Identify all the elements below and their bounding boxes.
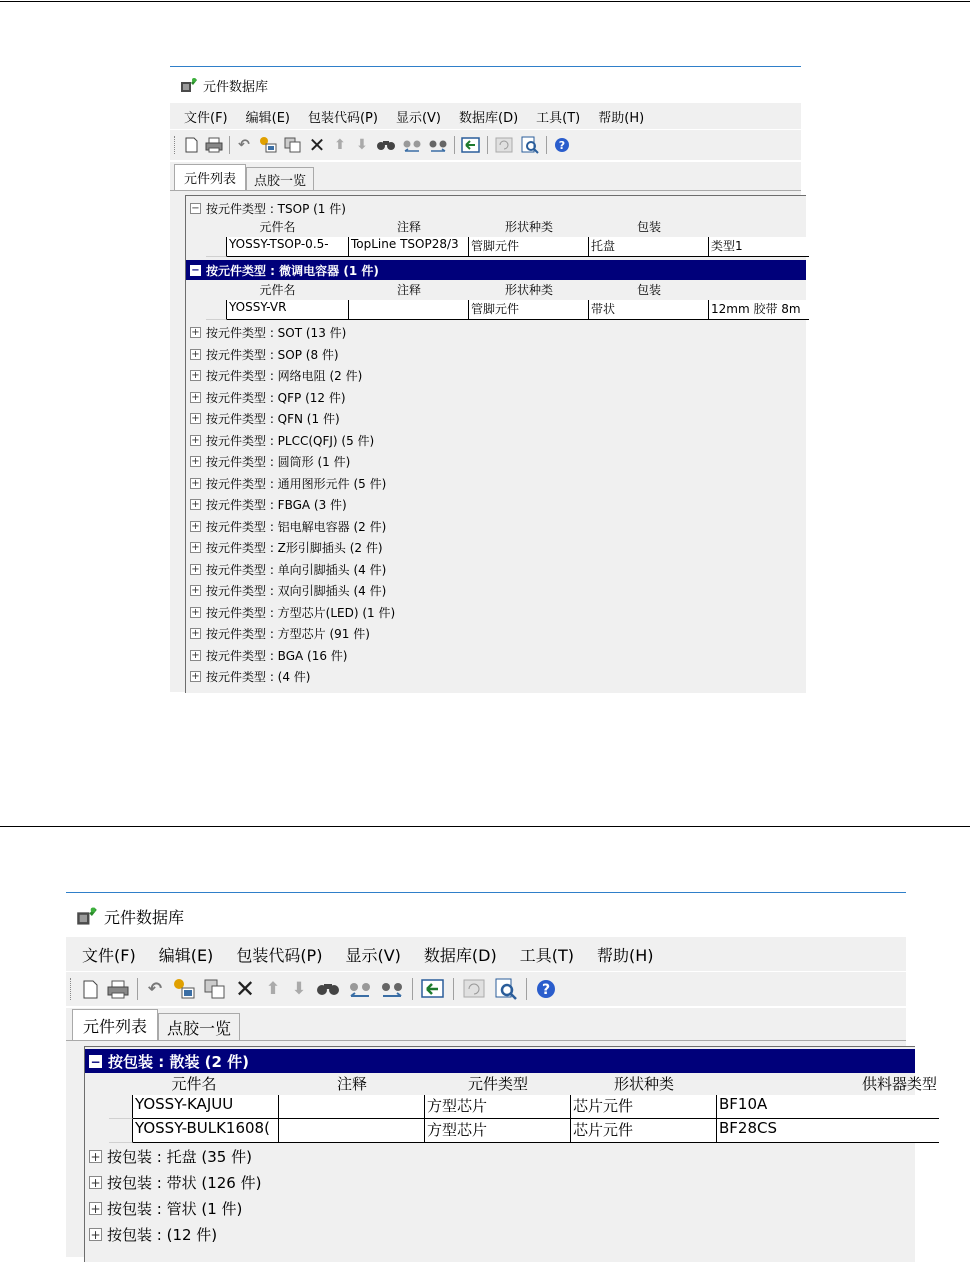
toolbar-separator xyxy=(454,136,455,154)
cell-extra[interactable]: 12mm 胶带 8m xyxy=(709,300,809,320)
column-header-row xyxy=(109,1073,977,1095)
group-row[interactable] xyxy=(186,494,806,516)
group-label: 按元件类型 : TSOP (1 件) xyxy=(206,201,346,216)
row-selector[interactable] xyxy=(206,300,227,320)
cell-part-name[interactable]: YOSSY-KAJUU xyxy=(133,1095,279,1119)
cell-package[interactable]: 带状 xyxy=(589,300,709,320)
group-row[interactable] xyxy=(186,516,806,538)
window-title: 元件数据库 xyxy=(104,907,185,927)
column-header-part-name[interactable]: 元件名 xyxy=(259,283,296,297)
expand-icon[interactable]: + xyxy=(90,1149,101,1164)
cell-comment[interactable]: TopLine TSOP28/3 xyxy=(349,237,469,257)
toolbar-separator xyxy=(487,136,488,154)
table-row[interactable] xyxy=(206,300,826,320)
toolbar-grip[interactable] xyxy=(70,978,73,1000)
preview-icon[interactable] xyxy=(520,136,540,154)
collapse-icon[interactable]: − xyxy=(90,1054,101,1069)
expand-icon[interactable]: + xyxy=(191,542,200,554)
column-header-comment[interactable]: 注释 xyxy=(396,283,421,297)
preview-icon[interactable] xyxy=(494,978,518,1000)
toolbar-separator xyxy=(229,136,230,154)
expand-icon[interactable]: + xyxy=(90,1227,101,1242)
title-bar xyxy=(170,70,801,100)
expand-icon[interactable]: + xyxy=(191,585,200,597)
column-header-part-name[interactable]: 元件名 xyxy=(171,1075,217,1093)
column-header-comment[interactable]: 注释 xyxy=(396,220,421,234)
column-header-extra[interactable] xyxy=(709,281,809,300)
group-row[interactable] xyxy=(186,365,806,387)
menu-view[interactable]: 显示(V) xyxy=(345,945,401,965)
column-header-row xyxy=(206,218,809,237)
expand-icon[interactable]: + xyxy=(191,434,200,446)
menu-help[interactable]: 帮助(H) xyxy=(598,110,645,126)
cell-shape-type[interactable]: 管脚元件 xyxy=(469,300,589,320)
find-prev-icon[interactable] xyxy=(348,978,372,1000)
up-arrow-icon[interactable]: ⬆ xyxy=(265,979,281,999)
group-row[interactable] xyxy=(85,1195,915,1221)
menu-package-code[interactable]: 包装代码(P) xyxy=(236,945,323,965)
group-label: 按包装 : 托盘 (35 件) xyxy=(107,1147,252,1166)
expand-icon[interactable]: + xyxy=(191,606,200,618)
group-label: 按元件类型 : 双向引脚插头 (4 件) xyxy=(206,584,387,599)
column-header-comment[interactable]: 注释 xyxy=(336,1075,367,1093)
row-selector[interactable] xyxy=(109,1095,133,1119)
find-next-icon[interactable] xyxy=(380,978,404,1000)
cell-part-type[interactable]: 方型芯片 xyxy=(425,1119,571,1143)
cell-extra[interactable]: 类型1 xyxy=(709,237,809,257)
column-header-shape-type[interactable]: 形状种类 xyxy=(504,220,553,234)
group-row[interactable] xyxy=(186,537,806,559)
group-row-tsop[interactable] xyxy=(186,198,806,218)
column-header-part-name[interactable]: 元件名 xyxy=(259,220,296,234)
row-selector[interactable] xyxy=(109,1119,133,1143)
expand-icon[interactable]: + xyxy=(191,370,200,382)
print-icon[interactable] xyxy=(205,136,223,154)
expand-icon[interactable]: + xyxy=(191,456,200,468)
parts-database-window-1 xyxy=(170,66,801,691)
expand-icon[interactable]: + xyxy=(191,628,200,640)
menu-file[interactable]: 文件(F) xyxy=(184,110,228,126)
menu-tools[interactable]: 工具(T) xyxy=(519,945,574,965)
svg-text:?: ? xyxy=(558,139,566,152)
app-icon xyxy=(76,906,98,926)
group-label: 按元件类型 : QFN (1 件) xyxy=(206,412,340,427)
middle-separator-line xyxy=(0,826,970,827)
group-row[interactable] xyxy=(186,451,806,473)
column-header-shape-type[interactable]: 形状种类 xyxy=(504,283,553,297)
group-label: 按元件类型 : SOP (8 件) xyxy=(206,347,339,362)
collapse-icon[interactable]: − xyxy=(191,202,200,214)
tab-parts-list[interactable]: 元件列表 xyxy=(72,1009,158,1040)
menu-package-code[interactable]: 包装代码(P) xyxy=(307,110,378,126)
group-row-trimmer-capacitor[interactable] xyxy=(186,260,806,280)
find-icon[interactable] xyxy=(376,136,396,154)
group-label: 按包装 : 带状 (126 件) xyxy=(107,1173,262,1192)
expand-icon[interactable]: + xyxy=(191,413,200,425)
down-arrow-icon[interactable]: ⬇ xyxy=(356,137,368,153)
group-row-bulk[interactable] xyxy=(85,1049,915,1073)
column-header-extra[interactable] xyxy=(709,218,809,237)
group-label: 按元件类型 : Z形引脚插头 (2 件) xyxy=(206,541,383,556)
cell-comment[interactable] xyxy=(349,300,469,320)
undo-icon[interactable]: ↶ xyxy=(147,979,163,999)
expand-icon[interactable]: + xyxy=(191,520,200,532)
menu-view[interactable]: 显示(V) xyxy=(395,110,442,126)
expand-icon[interactable]: + xyxy=(90,1201,101,1216)
group-row[interactable] xyxy=(186,580,806,602)
cell-part-name[interactable]: YOSSY-TSOP-0.5- xyxy=(227,237,349,257)
menu-bar xyxy=(170,103,801,129)
group-label: 按元件类型 : QFP (12 件) xyxy=(206,390,346,405)
parts-grid[interactable] xyxy=(185,195,806,693)
group-row[interactable] xyxy=(186,387,806,409)
window-top-border xyxy=(170,66,801,67)
menu-database[interactable]: 数据库(D) xyxy=(459,110,519,126)
expand-icon[interactable]: + xyxy=(191,649,200,661)
menu-edit[interactable]: 编辑(E) xyxy=(245,110,290,126)
tab-glue-overview[interactable]: 点胶一览 xyxy=(158,1013,240,1040)
toolbar-separator xyxy=(412,978,413,1000)
menu-file[interactable]: 文件(F) xyxy=(82,945,136,965)
group-label: 按元件类型 : 铝电解电容器 (2 件) xyxy=(206,519,387,534)
group-label: 按元件类型 : FBGA (3 件) xyxy=(206,498,347,513)
import-icon[interactable] xyxy=(461,136,481,154)
column-header-feeder-type[interactable]: 供料器类型 xyxy=(861,1075,937,1093)
import-icon[interactable] xyxy=(421,978,445,1000)
toolbar-separator xyxy=(526,978,527,1000)
new-icon[interactable] xyxy=(183,136,199,154)
refresh-icon[interactable] xyxy=(494,136,514,154)
group-row[interactable] xyxy=(186,430,806,452)
row-selector[interactable] xyxy=(206,237,227,257)
toolbar xyxy=(66,972,906,1006)
new-icon[interactable] xyxy=(81,978,99,1000)
group-row[interactable] xyxy=(186,473,806,495)
toolbar-separator xyxy=(137,978,138,1000)
group-label: 按元件类型 : BGA (16 件) xyxy=(206,648,348,663)
column-header-shape-type[interactable]: 形状种类 xyxy=(613,1075,674,1093)
group-label: 按元件类型 : 通用图形元件 (5 件) xyxy=(206,476,387,491)
group-label: 按元件类型 : PLCC(QFJ) (5 件) xyxy=(206,433,375,448)
menu-database[interactable]: 数据库(D) xyxy=(423,945,497,965)
toolbar-separator xyxy=(453,978,454,1000)
tab-parts-list[interactable]: 元件列表 xyxy=(174,164,246,190)
cell-feeder-type[interactable]: BF10A xyxy=(717,1095,939,1119)
group-row[interactable] xyxy=(186,602,806,624)
group-label: 按元件类型 : (4 件) xyxy=(206,670,311,685)
group-label: 按元件类型 : 单向引脚插头 (4 件) xyxy=(206,562,387,577)
copy-icon[interactable] xyxy=(204,978,226,1000)
find-next-icon[interactable] xyxy=(428,136,448,154)
group-label: 按包装 : 散装 (2 件) xyxy=(108,1052,250,1071)
group-label: 按包装 : 管状 (1 件) xyxy=(107,1199,243,1218)
undo-icon[interactable]: ↶ xyxy=(238,137,250,153)
group-label: 按元件类型 : SOT (13 件) xyxy=(206,326,347,341)
up-arrow-icon[interactable]: ⬆ xyxy=(334,137,346,153)
delete-icon[interactable]: ✕ xyxy=(234,975,256,1003)
delete-icon[interactable]: ✕ xyxy=(308,133,326,157)
tab-strip xyxy=(170,162,801,190)
cell-feeder-type[interactable]: BF28CS xyxy=(717,1119,939,1143)
tab-glue-overview[interactable]: 点胶一览 xyxy=(246,167,314,190)
tab-strip xyxy=(66,1008,906,1040)
title-bar xyxy=(66,897,906,935)
group-row[interactable] xyxy=(85,1169,915,1195)
expand-icon[interactable]: + xyxy=(191,348,200,360)
expand-icon[interactable]: + xyxy=(191,391,200,403)
toolbar-separator xyxy=(546,136,547,154)
parts-grid[interactable] xyxy=(84,1046,937,1262)
expand-icon[interactable]: + xyxy=(191,563,200,575)
app-icon xyxy=(180,77,198,93)
collapse-icon[interactable]: − xyxy=(191,264,200,276)
cell-package[interactable]: 托盘 xyxy=(589,237,709,257)
toolbar-grip[interactable] xyxy=(174,136,177,154)
menu-help[interactable]: 帮助(H) xyxy=(596,945,654,965)
cell-shape-type[interactable]: 管脚元件 xyxy=(469,237,589,257)
expand-icon[interactable]: + xyxy=(191,499,200,511)
top-separator-line xyxy=(0,1,970,2)
table-row[interactable] xyxy=(109,1095,939,1119)
expand-icon[interactable]: + xyxy=(90,1175,101,1190)
add-part-icon[interactable] xyxy=(258,136,278,154)
cell-part-name[interactable]: YOSSY-BULK1608( xyxy=(133,1119,279,1143)
group-label: 按元件类型 : 方型芯片 (91 件) xyxy=(206,627,370,642)
column-header-row xyxy=(206,281,809,300)
column-header-package[interactable]: 包装 xyxy=(636,220,661,234)
refresh-icon[interactable] xyxy=(462,978,486,1000)
cell-shape-type[interactable]: 芯片元件 xyxy=(571,1095,717,1119)
down-arrow-icon[interactable]: ⬇ xyxy=(291,979,307,999)
expand-icon[interactable]: + xyxy=(191,477,200,489)
group-label: 按元件类型 : 方型芯片(LED) (1 件) xyxy=(206,605,396,620)
window-title: 元件数据库 xyxy=(203,79,269,95)
group-row[interactable] xyxy=(186,666,806,688)
cell-part-type[interactable]: 方型芯片 xyxy=(425,1095,571,1119)
parts-database-window-2 xyxy=(66,892,937,1256)
group-label: 按包装 : (12 件) xyxy=(107,1225,218,1244)
cell-part-name[interactable]: YOSSY-VR xyxy=(227,300,349,320)
help-icon[interactable] xyxy=(553,136,571,154)
copy-icon[interactable] xyxy=(284,136,302,154)
group-row[interactable] xyxy=(186,344,806,366)
find-icon[interactable] xyxy=(316,978,340,1000)
group-label: 按元件类型 : 圆筒形 (1 件) xyxy=(206,455,351,470)
group-row[interactable] xyxy=(85,1143,915,1169)
group-row[interactable] xyxy=(85,1221,915,1247)
group-row[interactable] xyxy=(186,559,806,581)
window-top-border xyxy=(66,892,906,893)
group-row[interactable] xyxy=(186,623,806,645)
table-row[interactable] xyxy=(206,237,826,257)
group-row[interactable] xyxy=(186,645,806,667)
group-label: 按元件类型 : 微调电容器 (1 件) xyxy=(206,263,379,278)
find-prev-icon[interactable] xyxy=(402,136,422,154)
print-icon[interactable] xyxy=(107,978,129,1000)
svg-text:?: ? xyxy=(541,982,551,998)
add-part-icon[interactable] xyxy=(172,978,196,1000)
menu-edit[interactable]: 编辑(E) xyxy=(158,945,214,965)
expand-icon[interactable]: + xyxy=(191,671,200,683)
tab-panel xyxy=(66,1040,937,1257)
menu-tools[interactable]: 工具(T) xyxy=(536,110,581,126)
cell-comment[interactable] xyxy=(279,1119,425,1143)
column-header-part-type[interactable]: 元件类型 xyxy=(467,1075,528,1093)
cell-shape-type[interactable]: 芯片元件 xyxy=(571,1119,717,1143)
group-row[interactable] xyxy=(186,322,806,344)
menu-bar xyxy=(66,937,906,971)
group-row[interactable] xyxy=(186,408,806,430)
column-header-package[interactable]: 包装 xyxy=(636,283,661,297)
toolbar xyxy=(170,130,801,160)
expand-icon[interactable]: + xyxy=(191,327,200,339)
group-label: 按元件类型 : 网络电阻 (2 件) xyxy=(206,369,363,384)
cell-comment[interactable] xyxy=(279,1095,425,1119)
help-icon[interactable] xyxy=(535,978,557,1000)
table-row[interactable] xyxy=(109,1119,939,1143)
tab-panel xyxy=(170,190,801,692)
